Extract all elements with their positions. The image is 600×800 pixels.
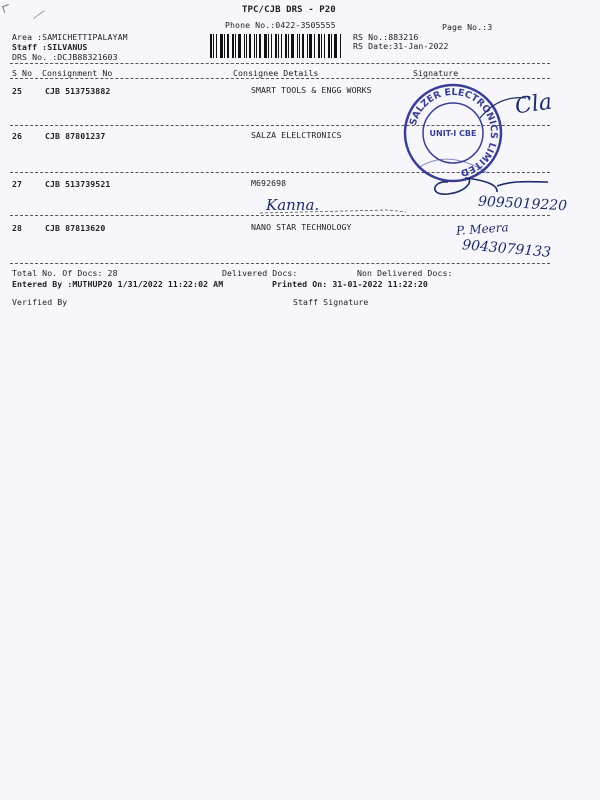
column-signature: Signature (413, 68, 459, 78)
row-consignment: CJB 87801237 (45, 131, 106, 141)
signature-scribble (478, 90, 548, 120)
page-number: Page No.:3 (442, 22, 493, 32)
row-consignee: SALZA ELELCTRONICS (251, 130, 342, 140)
column-sno: S No (12, 68, 33, 78)
row-consignment: CJB 513739521 (45, 179, 111, 189)
row-signature: Cla (513, 89, 554, 120)
divider-top (10, 63, 550, 64)
rs-date: RS Date:31-Jan-2022 (353, 41, 449, 51)
signature-scribble (258, 205, 408, 219)
total-docs: Total No. Of Docs: 28 (12, 268, 118, 278)
delivered-docs: Delivered Docs: (222, 268, 298, 278)
phone-number: Phone No.:0422-3505555 (225, 20, 336, 30)
rs-number: RS No.:883216 (353, 32, 419, 42)
row-consignment: CJB 513753882 (45, 86, 111, 96)
signature-scribble (423, 170, 553, 200)
staff-signature: Staff Signature (293, 297, 369, 307)
printed-on: Printed On: 31-01-2022 11:22:20 (272, 279, 428, 289)
row-consignee: M692698 (251, 178, 287, 188)
staff-label: Staff :SILVANUS (12, 42, 88, 52)
verified-by: Verified By (12, 297, 68, 307)
row-sno: 28 (12, 223, 23, 233)
corner-mark-icon (2, 4, 11, 13)
drs-number: DRS No. :DCJB88321603 (12, 52, 118, 62)
row-sno: 27 (12, 179, 23, 189)
row-sno: 26 (12, 131, 23, 141)
row-handwritten-name: Kanna. (266, 196, 320, 214)
pen-mark-icon (33, 10, 45, 19)
stamp-inner: UNIT-I CBE (429, 129, 477, 138)
barcode (210, 34, 342, 58)
area-label: Area :SAMICHETTIPALAYAM (12, 32, 128, 42)
row-phone: 9043079133 (461, 237, 552, 261)
report-title: TPC/CJB DRS - P20 (242, 5, 336, 15)
row-divider (10, 263, 550, 264)
row-signature: P. Meera (455, 220, 510, 238)
row-consignee: NANO STAR TECHNOLOGY (251, 222, 352, 232)
non-delivered-docs: Non Delivered Docs: (357, 268, 453, 278)
row-phone: 9095019220 (477, 193, 568, 215)
column-consignee: Consignee Details (233, 68, 319, 78)
stamp-text: SALZER ELECTRONICS LIMITED (407, 86, 500, 179)
column-consignment: Consignment No (42, 68, 113, 78)
row-consignee: SMART TOOLS & ENGG WORKS (251, 85, 372, 95)
entered-by: Entered By :MUTHUP20 1/31/2022 11:22:02 AM (12, 279, 224, 289)
row-sno: 25 (12, 86, 23, 96)
row-consignment: CJB 87813620 (45, 223, 106, 233)
